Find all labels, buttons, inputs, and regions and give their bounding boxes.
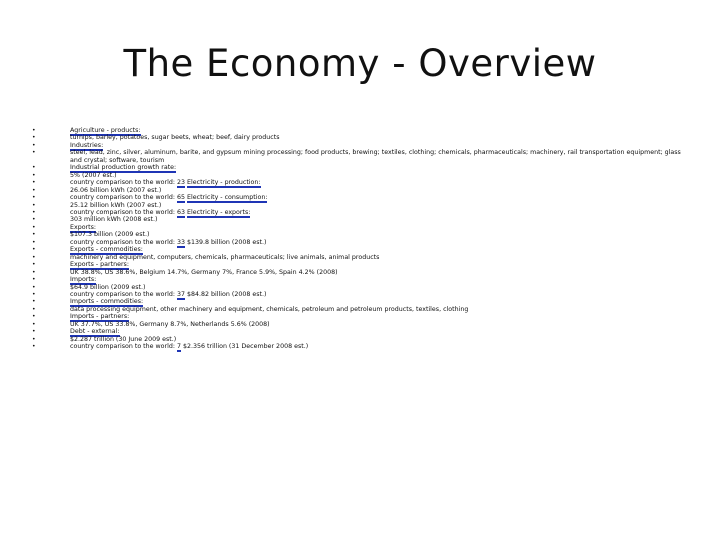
underlined-link[interactable]: Exports - commodities: [70, 246, 143, 254]
underlined-link[interactable]: Electricity - production: [187, 179, 261, 187]
slide-title: The Economy - Overview [123, 42, 597, 85]
underlined-link[interactable]: 37 [176, 290, 185, 298]
bullet-text: $84.82 billion (2008 est.) [185, 290, 267, 298]
underlined-link[interactable]: Exports: [70, 223, 97, 231]
underlined-link[interactable]: Debt - external: [70, 328, 120, 336]
bullet-text: $139.8 billion (2008 est.) [185, 238, 267, 246]
underlined-link[interactable]: Electricity - exports: [187, 208, 251, 216]
bullet-item [30, 187, 690, 194]
underlined-link[interactable]: 7 [176, 343, 181, 351]
underlined-link[interactable]: Industries: [70, 141, 104, 149]
bullet-item [30, 224, 690, 231]
bullet-text: country comparison to the world: [70, 208, 177, 216]
bullet-text: $107.3 billion (2009 est.) [70, 231, 150, 239]
bullet-item [30, 246, 690, 253]
bullet-item [30, 239, 690, 246]
bullet-text: 303 million kWh (2008 est.) [70, 216, 158, 224]
bullet-item [30, 284, 690, 291]
bullet-text: country comparison to the world: [70, 238, 177, 246]
bullet-text: 25.12 billion kWh (2007 est.) [70, 201, 162, 209]
underlined-link[interactable]: Imports - commodities: [70, 298, 144, 306]
underlined-link[interactable]: Imports - partners: [70, 313, 130, 321]
bullet-text: country comparison to the world: [70, 179, 177, 187]
underlined-link[interactable]: 65 [176, 194, 185, 202]
bullet-text: $2.356 trillion (31 December 2008 est.) [181, 343, 309, 351]
bullet-item [30, 254, 690, 261]
bullet-item [30, 216, 690, 223]
bullet-item [30, 149, 690, 164]
bullet-item [30, 291, 690, 298]
bullet-list [30, 127, 690, 351]
bullet-item [30, 172, 690, 179]
bullet-text: machinery and equipment, computers, chemicals, pharmaceuticals; live animals, animal products [70, 253, 380, 261]
underlined-link[interactable]: Agriculture - products: [70, 127, 141, 134]
bullet-text: country comparison to the world: [70, 290, 177, 298]
bullet-text: country comparison to the world: [70, 343, 177, 351]
bullet-item [30, 194, 690, 201]
bullet-text: country comparison to the world: [70, 194, 177, 202]
underlined-link[interactable]: Exports - partners: [70, 261, 129, 269]
bullet-text: UK 37.7%, US 33.8%, Germany 8.7%, Netherlands 5.6% (2008) [70, 320, 270, 328]
underlined-link[interactable]: Industrial production growth rate: [70, 164, 177, 172]
underlined-link[interactable]: 33 [176, 238, 185, 246]
underlined-link[interactable]: 23 [176, 179, 185, 187]
bullet-text: $64.9 billion (2009 est.) [70, 283, 146, 291]
bullet-item [30, 276, 690, 283]
bullet-item [30, 179, 690, 186]
bullet-item [30, 134, 690, 141]
bullet-item [30, 306, 690, 313]
bullet-item [30, 127, 690, 134]
bullet-text: data processing equipment, other machinery and equipment, chemicals, petroleum and petroleum products, textiles, clothing [70, 305, 469, 313]
underlined-link[interactable]: 63 [176, 208, 185, 216]
underlined-link[interactable]: Electricity - consumption: [187, 194, 268, 202]
bullet-item [30, 321, 690, 328]
bullet-item [30, 209, 690, 216]
bullet-item [30, 269, 690, 276]
bullet-item [30, 142, 690, 149]
bullet-text: turnips, barley, potatoes, sugar beets, wheat; beef, dairy products [70, 134, 280, 142]
bullet-item [30, 261, 690, 268]
bullet-item [30, 298, 690, 305]
bullet-text: UK 38.8%, US 38.6%, Belgium 14.7%, Germany 7%, France 5.9%, Spain 4.2% (2008) [70, 268, 338, 276]
bullet-text: $2.287 trillion (30 June 2009 est.) [70, 335, 177, 343]
bullet-item [30, 343, 690, 350]
bullet-text: 26.06 billion kWh (2007 est.) [70, 186, 162, 194]
bullet-item [30, 313, 690, 320]
bullet-item [30, 336, 690, 343]
bullet-item [30, 202, 690, 209]
bullet-item [30, 231, 690, 238]
bullet-text: steel, lead, zinc, silver, aluminum, barite, and gypsum mining processing; food products, brewing; textiles, clothing; chemicals, pharmaceuticals; machinery, rail transportation equipment; glass and crystal; software, tourism [70, 149, 681, 164]
bullet-item [30, 328, 690, 335]
bullet-text: 5% (2007 est.) [70, 171, 117, 179]
underlined-link[interactable]: Imports: [70, 276, 97, 284]
bullet-item [30, 164, 690, 171]
